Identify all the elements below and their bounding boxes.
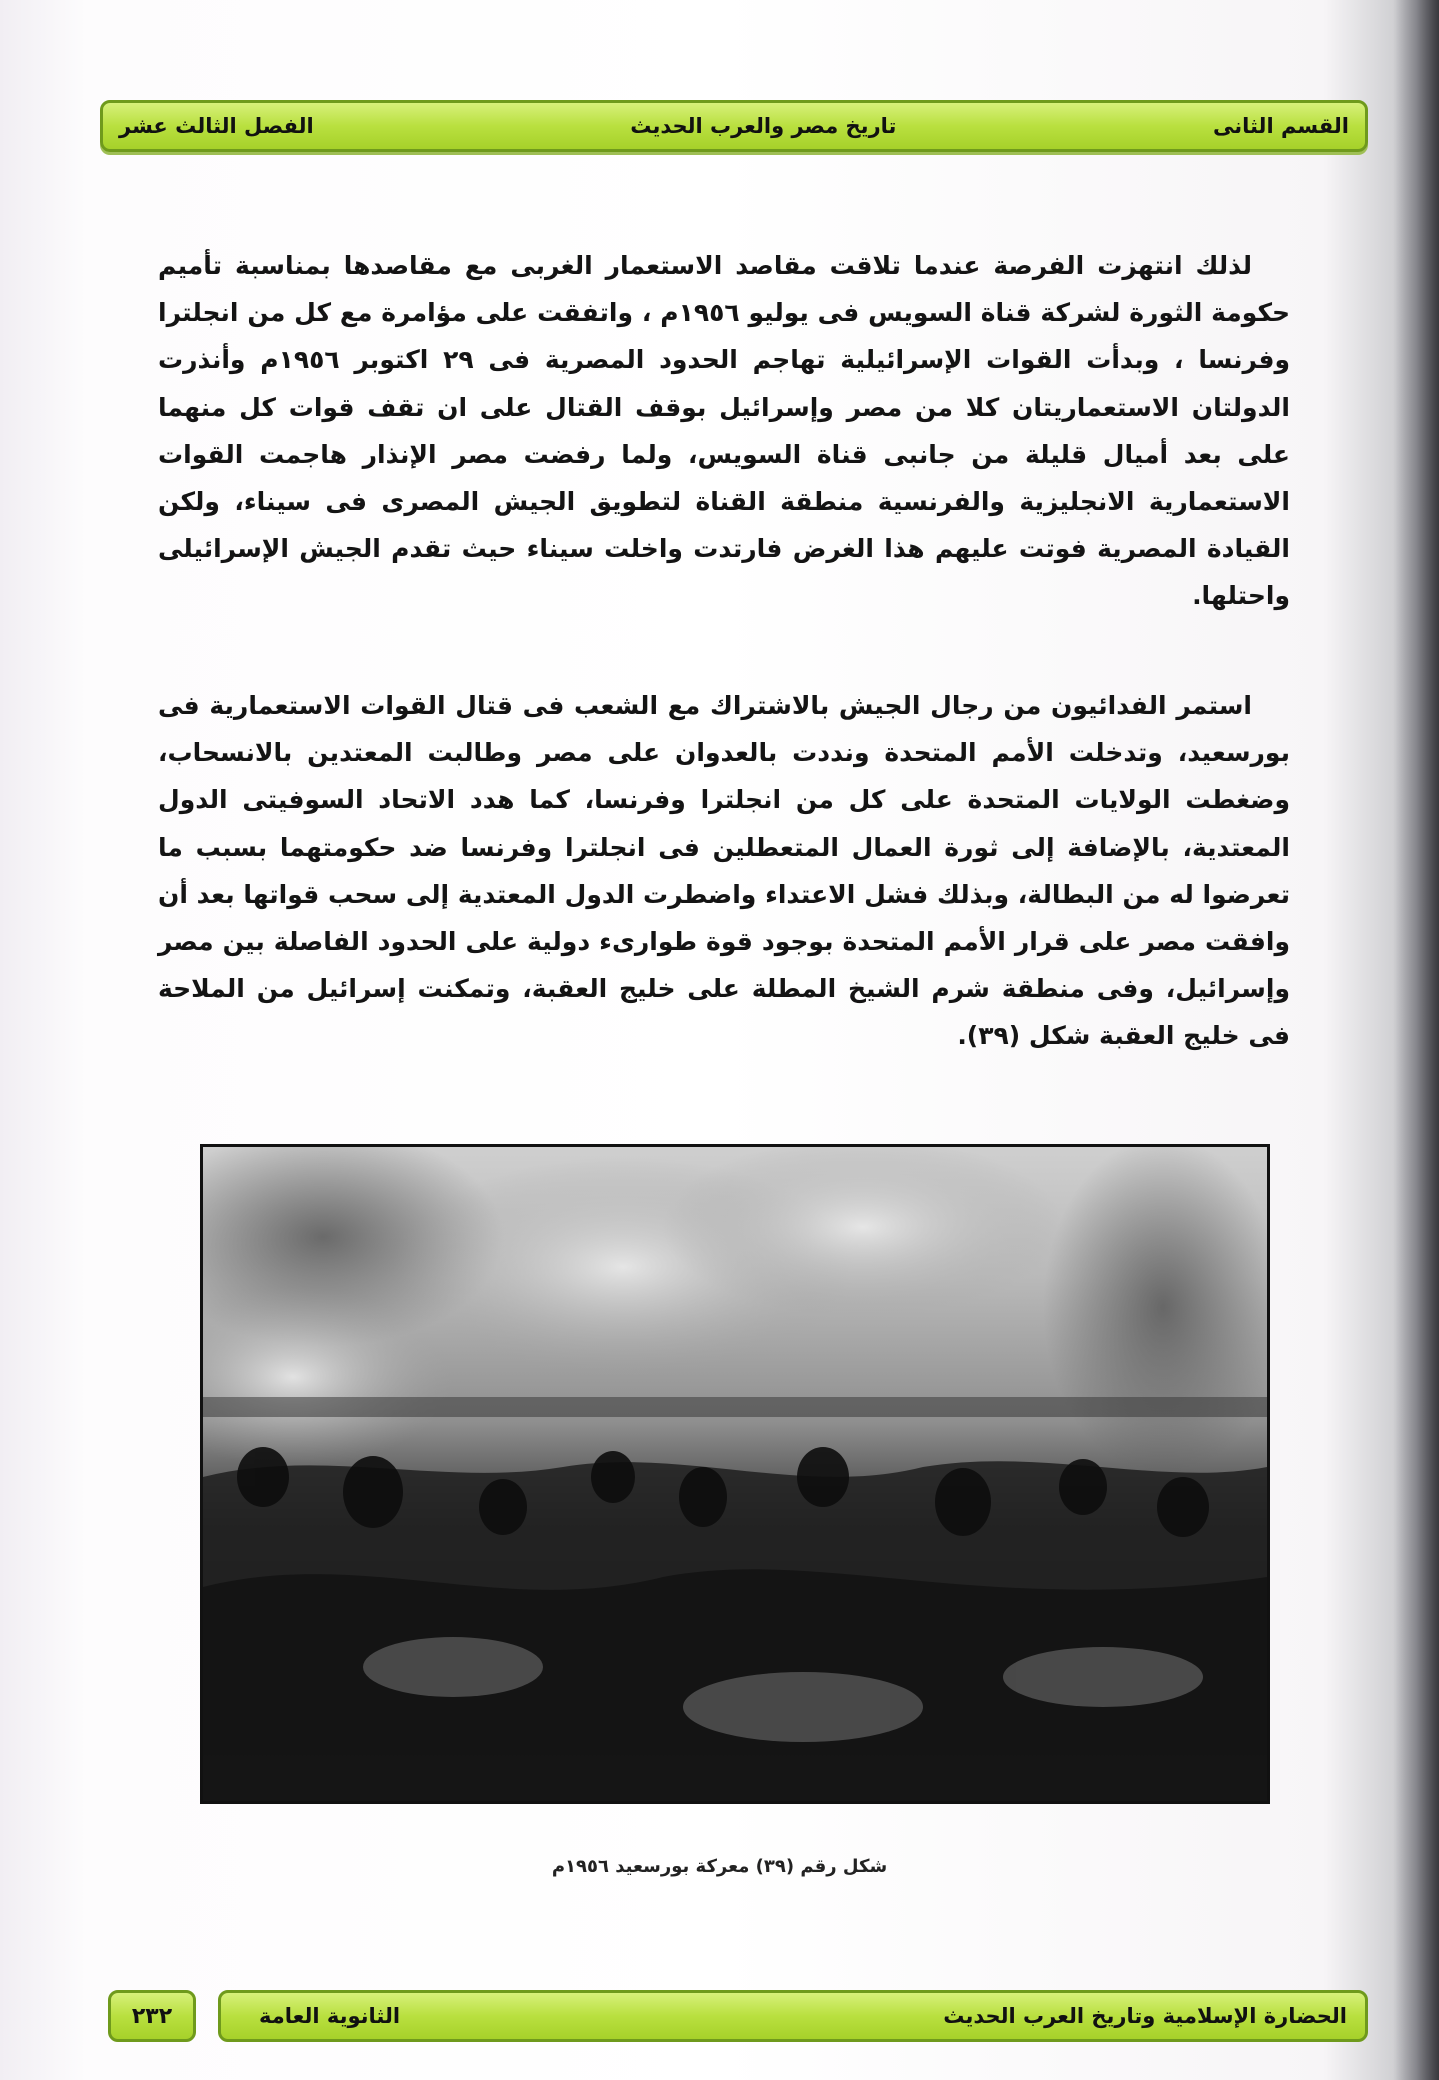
page-spine-shadow bbox=[1393, 0, 1439, 2080]
paragraph-2: استمر الفدائيون من رجال الجيش بالاشتراك مع الشعب فى قتال القوات الاستعمارية فى بورسعيد، وتدخلت الأمم المتحدة ونددت بالعدوان على مصر وطالبت المعتدين بالانسحاب، وضغطت الولايات المتحدة على كل من انجلترا وفرنسا، كما هدد الاتحاد السوفيتى الدول المعتدية، بالإضافة إلى ثورة العمال المتعطلين فى انجلترا وفرنسا ضد حكومتهما بسبب ما تعرضوا له من البطالة، وبذلك فشل الاعتداء واضطرت الدول المعتدية إلى سحب قواتها بعد أن وافقت مصر على قرار الأمم المتحدة بوجود قوة طوارىء دولية على الحدود الفاصلة بين مصر وإسرائيل، وفى منطقة شرم الشيخ المطلة على خليج العقبة، وتمكنت إسرائيل من الملاحة فى خليج العقبة شكل (٣٩). bbox=[158, 691, 1290, 1051]
page-header bbox=[100, 100, 1368, 152]
footer-book-title: الحضارة الإسلامية وتاريخ العرب الحديث bbox=[943, 2004, 1347, 2028]
header-chapter: الفصل الثالث عشر bbox=[119, 114, 314, 138]
paragraph-1: لذلك انتهزت الفرصة عندما تلاقت مقاصد الاستعمار الغربى مع مقاصدها بمناسبة تأميم حكومة الثورة لشركة قناة السويس فى يوليو ١٩٥٦م ، واتفقت على مؤامرة مع كل من انجلترا وفرنسا ، وبدأت القوات الإسرائيلية تهاجم الحدود المصرية فى ٢٩ اكتوبر ١٩٥٦م وأنذرت الدولتان الاستعماريتان كلا من مصر وإسرائيل بوقف القتال على ان تقف قوات كل منهما على بعد أميال قليلة من جانبى قناة السويس، ولما رفضت مصر الإنذار هاجمت القوات الاستعمارية الانجليزية والفرنسية منطقة القناة لتطويق الجيش المصرى فى سيناء، ولكن القيادة المصرية فوتت عليهم هذا الغرض فارتدت واخلت سيناء حيث تقدم الجيش الإسرائيلى واحتلها. bbox=[158, 251, 1291, 611]
page-number: ٢٣٢ bbox=[108, 1990, 196, 2042]
battle-photo bbox=[200, 1144, 1270, 1804]
figure-caption: شكل رقم (٣٩) معركة بورسعيد ١٩٥٦م bbox=[551, 1856, 888, 1877]
header-title: تاريخ مصر والعرب الحديث bbox=[630, 114, 897, 138]
footer-level: الثانوية العامة bbox=[259, 2004, 401, 2028]
battle-photo-illustration bbox=[203, 1147, 1267, 1801]
page-footer bbox=[218, 1990, 1368, 2042]
header-section: القسم الثانى bbox=[1212, 114, 1349, 138]
